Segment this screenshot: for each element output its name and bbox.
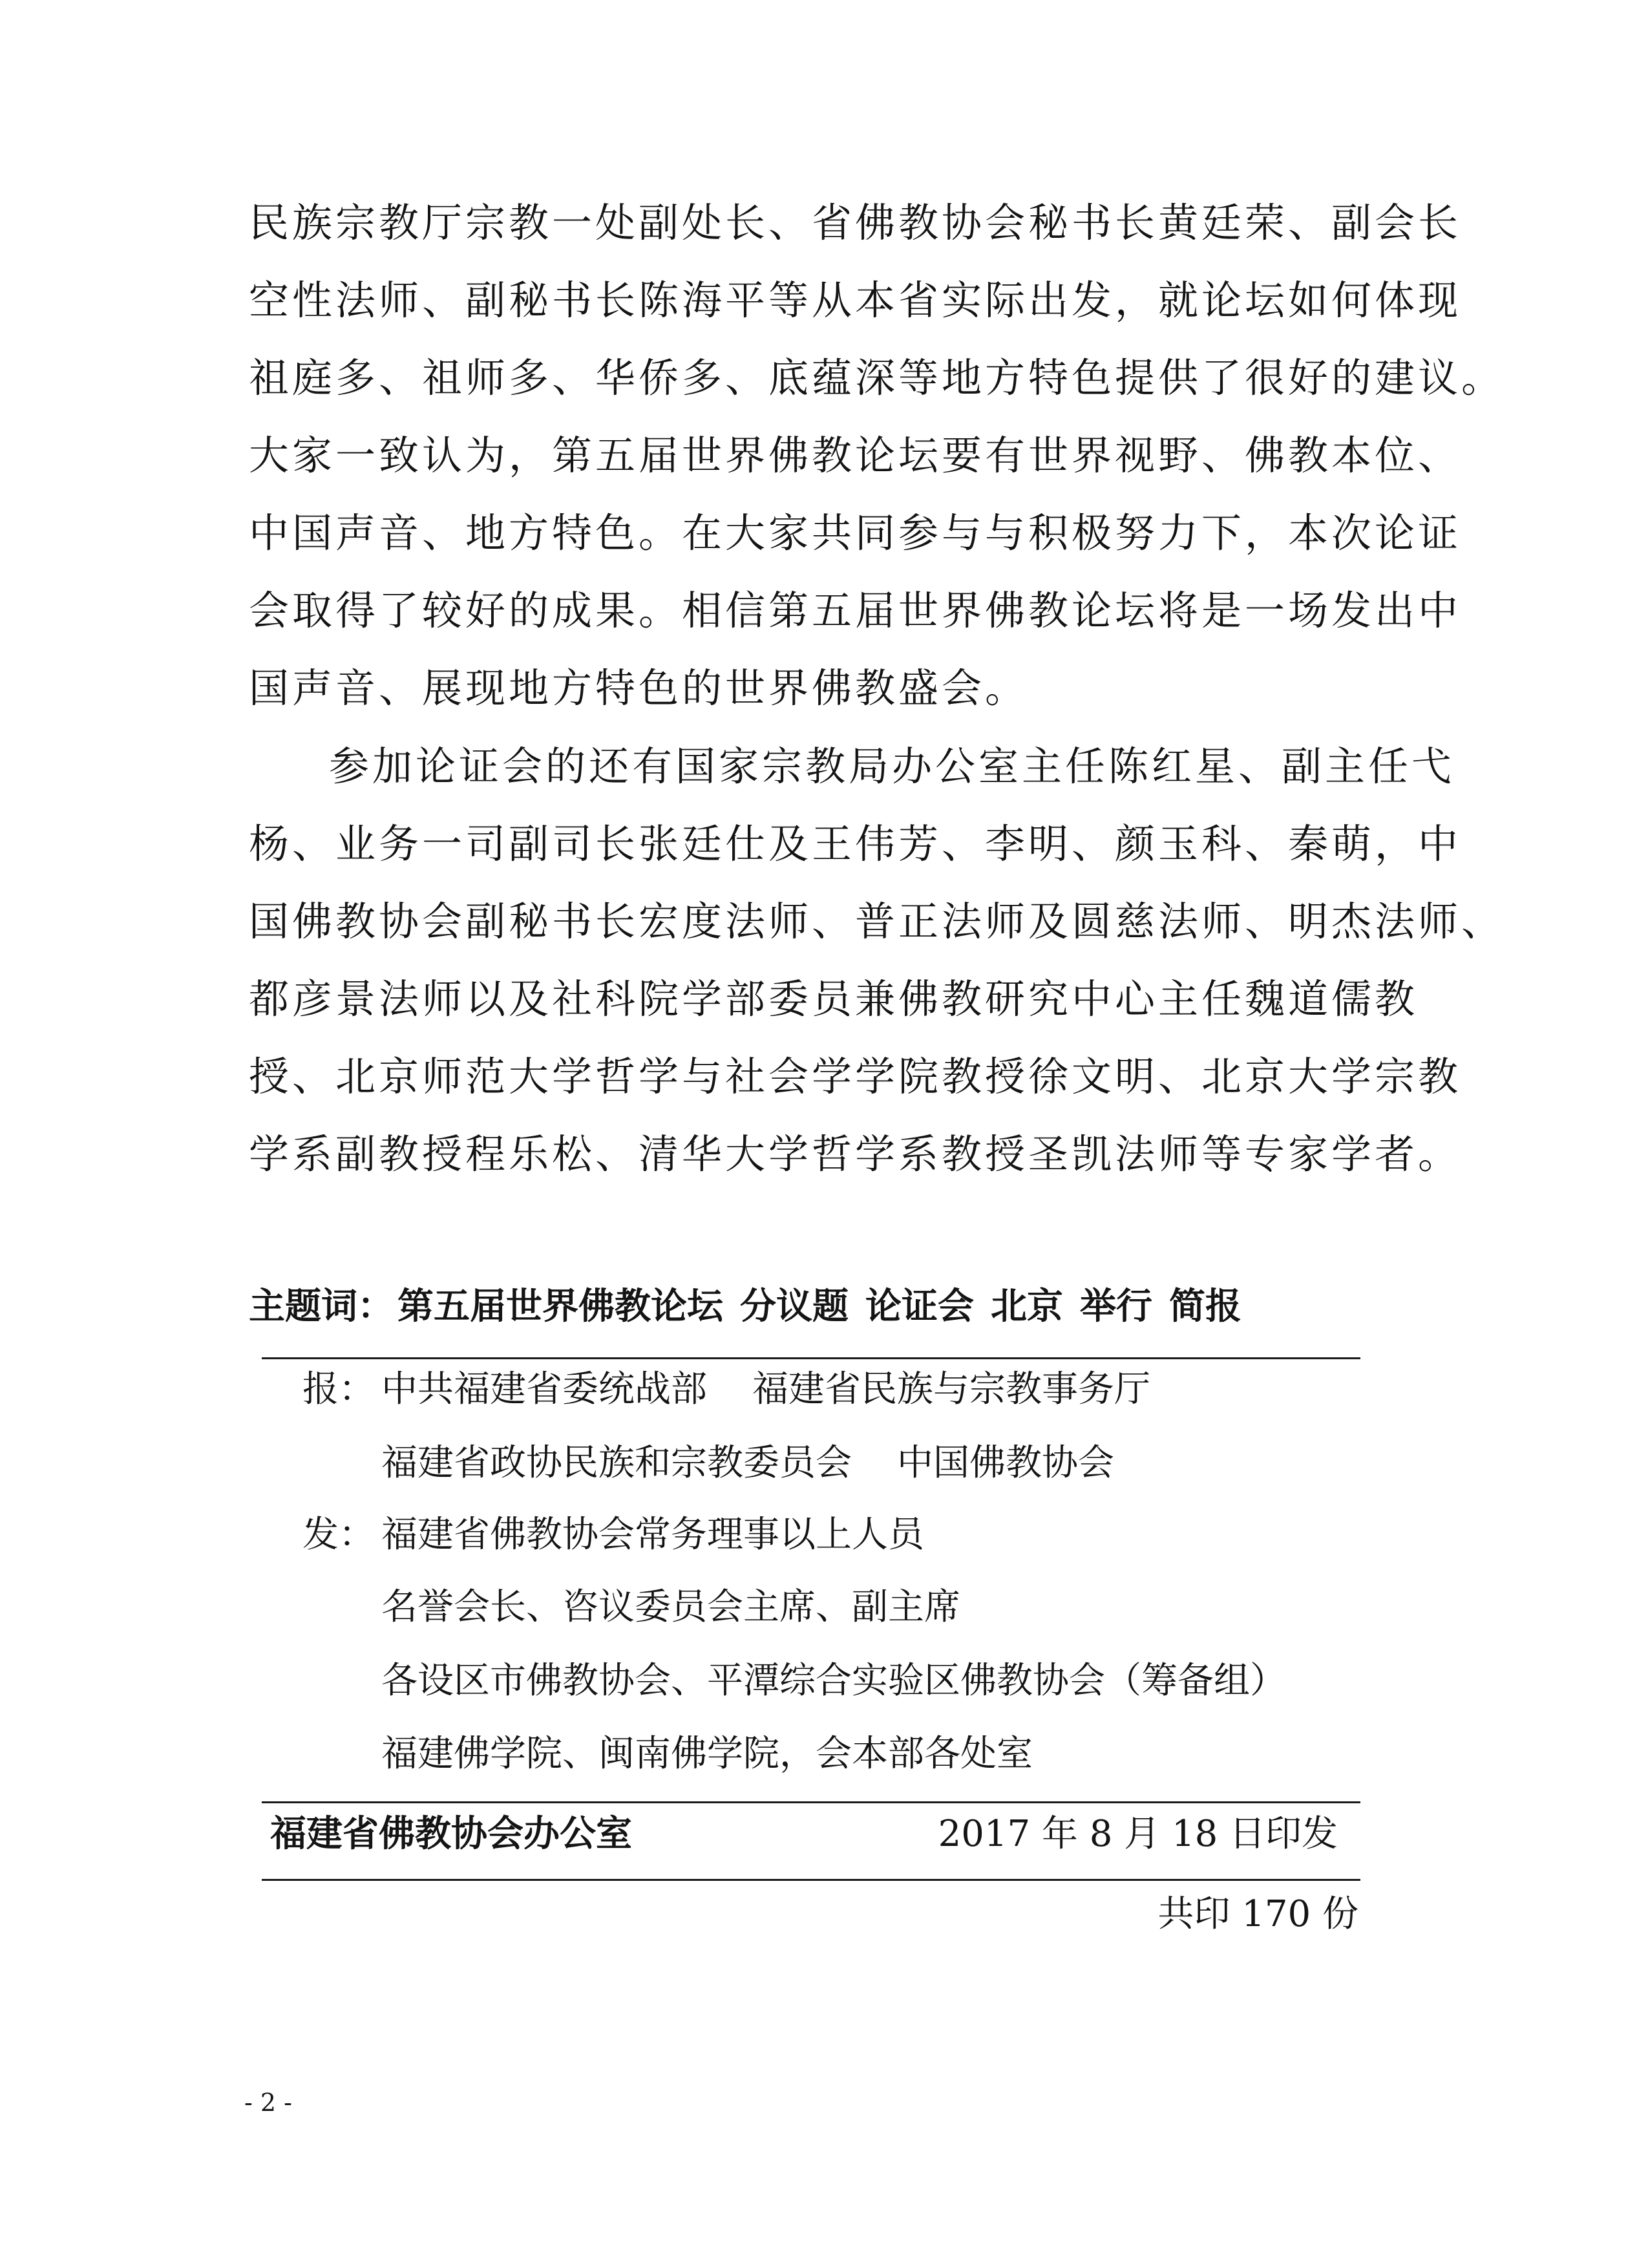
recipient: 中国佛教协会 [897,1442,1114,1484]
print-date: 2017 年 8 月 18 日印发 [938,1813,1338,1855]
keyword: 简报 [1169,1286,1241,1328]
paragraph-line: 祖庭多、祖师多、华侨多、底蕴深等地方特色提供了很好的建议。 [249,354,1505,401]
paragraph-line: 会取得了较好的成果。相信第五届世界佛教论坛将是一场发出中 [249,587,1462,634]
paragraph-line: 空性法师、副秘书长陈海平等从本省实际出发，就论坛如何体现 [249,277,1462,324]
recipient: 福建省民族与宗教事务厅 [752,1368,1150,1410]
send-line: 福建佛学院、闽南佛学院，会本部各处室 [381,1733,1033,1775]
paragraph-line: 国佛教协会副秘书长宏度法师、普正法师及圆慈法师、明杰法师、 [249,898,1505,945]
divider-rule [262,1801,1360,1803]
send-label: 发： [302,1514,375,1556]
issuing-office: 福建省佛教协会办公室 [270,1813,632,1855]
keywords-label: 主题词： [249,1286,394,1328]
page-number: - 2 - [244,2088,293,2117]
send-line: 名誉会长、咨议委员会主席、副主席 [381,1586,960,1628]
recipient: 福建省政协民族和宗教委员会 [381,1442,852,1484]
keyword: 举行 [1080,1286,1152,1328]
print-copies: 共印 170 份 [1157,1893,1358,1935]
keyword: 北京 [991,1286,1063,1328]
report-label: 报： [302,1368,375,1410]
report-line [381,1365,1150,1414]
subject-keywords [249,1281,1377,1333]
paragraph-line: 都彦景法师以及社科院学部委员兼佛教研究中心主任魏道儒教 [249,975,1419,1023]
keyword: 第五届世界佛教论坛 [397,1286,723,1328]
keyword: 分议题 [740,1286,849,1328]
paragraph-line: 杨、业务一司副司长张廷仕及王伟芳、李明、颜玉科、秦萌，中 [249,820,1462,867]
report-line [381,1439,1114,1488]
paragraph-line: 民族宗教厅宗教一处副处长、省佛教协会秘书长黄廷荣、副会长 [249,199,1462,246]
send-line: 福建省佛教协会常务理事以上人员 [381,1514,924,1556]
paragraph-line: 授、北京师范大学哲学与社会学学院教授徐文明、北京大学宗教 [249,1053,1462,1100]
divider-rule [262,1357,1360,1359]
send-line: 各设区市佛教协会、平潭综合实验区佛教协会（筹备组） [381,1660,1286,1702]
paragraph-line: 参加论证会的还有国家宗教局办公室主任陈红星、副主任弋 [329,743,1455,790]
paragraph-line: 中国声音、地方特色。在大家共同参与与积极努力下，本次论证 [249,509,1462,556]
divider-rule [262,1879,1360,1881]
keyword: 论证会 [865,1286,974,1328]
recipient: 中共福建省委统战部 [381,1368,707,1410]
paragraph-line: 学系副教授程乐松、清华大学哲学系教授圣凯法师等专家学者。 [249,1130,1462,1178]
paragraph-line: 大家一致认为，第五届世界佛教论坛要有世界视野、佛教本位、 [249,432,1462,479]
paragraph-line: 国声音、展现地方特色的世界佛教盛会。 [249,664,1029,712]
